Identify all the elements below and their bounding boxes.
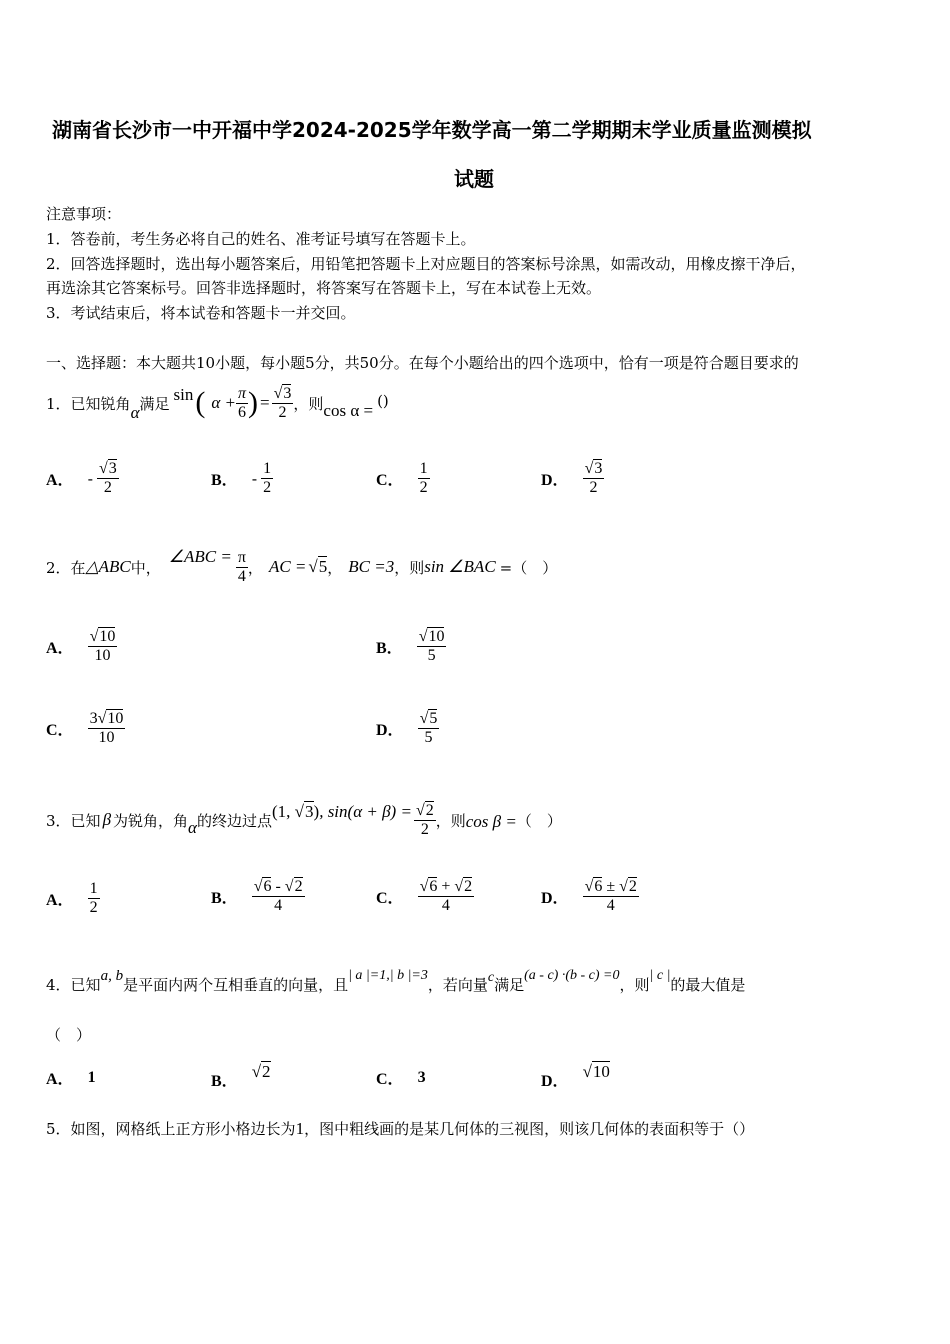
fraction-pi-4: $\frac{\pi}{4}$ xyxy=(237,548,246,585)
option-a: A． 1 xyxy=(46,1068,96,1088)
math-one: 1 xyxy=(295,1118,305,1138)
question-1: 1． 已知锐角 α 满足 sin ( α + $\frac{\pi}{6}$ ) = $\frac{√3}{2}$ ，则 cos α = () xyxy=(46,384,389,422)
answer-paren: （ ） xyxy=(516,811,562,830)
page-title-line2: 试题 xyxy=(454,167,494,191)
question-number: 4． xyxy=(46,975,71,994)
fraction-pi-6: $\frac{\pi}{6}$ xyxy=(238,384,247,421)
question-text: 为锐角，角 xyxy=(113,811,189,830)
option-c: C． $\frac{1}{2}$ xyxy=(376,460,428,496)
math-bc: BC =3 xyxy=(348,557,395,576)
math-point: (1, √3) xyxy=(272,802,320,821)
option-d: D． $\frac{√3}{2}$ xyxy=(541,460,603,496)
question-text: 已知 xyxy=(70,811,101,830)
notice-item: 1．答卷前，考生务必将自己的姓名、准考证号填写在答题卡上。 xyxy=(46,230,476,248)
option-c: C． $\frac{3√10}{10}$ xyxy=(46,710,124,746)
notice-heading: 注意事项： xyxy=(46,205,122,223)
notice-item: 3．考试结束后，将本试卷和答题卡一并交回。 xyxy=(46,304,356,322)
notice-item: 2．回答选择题时，选出每小题答案后，用铅笔把答题卡上对应题目的答案标号涂黑，如需改动，用橡皮擦干净后， xyxy=(46,255,806,273)
option-d: D． √10 xyxy=(541,1061,610,1090)
option-b: B． - $\frac{1}{2}$ xyxy=(211,460,272,496)
question-text: ，则 xyxy=(293,394,324,413)
math-expr: α + xyxy=(211,393,237,412)
math-ac: AC = xyxy=(268,557,307,576)
question-text: 的最大值是 xyxy=(670,975,746,994)
question-text: ，图中粗线画的是某几何体的三视图，则该几何体的表面积等于（） xyxy=(304,1120,755,1138)
fraction-sqrt3-2: $\frac{√3}{2}$ xyxy=(273,384,292,421)
option-b: B． $\frac{√10}{5}$ xyxy=(376,628,445,664)
math-moduli: | a |=1,| b |=3 xyxy=(348,968,428,983)
math-cos: cos β = xyxy=(465,812,517,831)
option-a: A． $\frac{1}{2}$ xyxy=(46,880,98,916)
question-text: 满足 xyxy=(494,975,525,994)
question-text: ，则 xyxy=(435,811,466,830)
option-d: D． $\frac{√5}{5}$ xyxy=(376,710,438,746)
question-text: 满足 xyxy=(139,394,170,413)
math-c: c xyxy=(487,970,495,985)
question-number: 3． xyxy=(46,811,71,830)
math-alpha: α xyxy=(130,403,140,422)
section-heading: 一、选择题：本大题共10小题，每小题5分，共50分。在每个小题给出的四个选项中，恰有一项是符合题目要求的 xyxy=(46,354,799,372)
question-text: 的终边过点 xyxy=(196,811,272,830)
math-cos: cos α = xyxy=(323,401,374,420)
math-angle: ∠ABC = xyxy=(168,547,232,566)
math-sin: sin xyxy=(173,385,194,404)
question-4 xyxy=(46,962,745,1006)
question-text: 如图，网格纸上正方形小格边长为 xyxy=(70,1120,296,1138)
math-sin: , sin(α + β) = xyxy=(319,802,412,821)
answer-paren: () xyxy=(377,392,389,410)
question-text: 已知 xyxy=(70,975,101,994)
option-a: A． - $\frac{√3}{2}$ xyxy=(46,460,117,496)
option-a: A． $\frac{√10}{10}$ xyxy=(46,628,116,664)
question-text: 是平面内两个互相垂直的向量，且 xyxy=(123,975,349,994)
question-text: ，若向量 xyxy=(427,975,488,994)
math-triangle: △ABC xyxy=(85,557,131,576)
question-number: 1． xyxy=(46,394,71,413)
answer-paren: =（ ） xyxy=(499,558,558,577)
question-number: 5． xyxy=(46,1120,71,1138)
question-text: 在 xyxy=(70,558,86,577)
answer-paren: （ ） xyxy=(46,1026,92,1044)
option-d: D． $\frac{√6 \pm √2}{4}$ xyxy=(541,878,637,914)
math-alpha: α xyxy=(188,818,197,837)
question-number: 2． xyxy=(46,558,71,577)
question-3 xyxy=(46,795,562,845)
option-c: C． 3 xyxy=(376,1068,426,1088)
math-condition: (a - c) ·(b - c) =0 xyxy=(524,968,620,983)
math-eq: = xyxy=(260,393,270,412)
math-vectors: a, b xyxy=(100,967,124,984)
option-b: B． √2 xyxy=(211,1061,271,1090)
math-beta: β xyxy=(102,810,112,829)
option-c: C． $\frac{√6 + √2}{4}$ xyxy=(376,878,473,914)
question-text: ，则 xyxy=(394,558,425,577)
math-mod-c: | c | xyxy=(649,968,671,983)
question-text: 已知锐角 xyxy=(70,394,131,413)
question-text: ，则 xyxy=(619,975,650,994)
notice-item: 再选涂其它答案标号。回答非选择题时，将答案写在答题卡上，写在本试卷上无效。 xyxy=(46,279,602,297)
question-text: 中， xyxy=(130,558,161,577)
question-5 xyxy=(46,1118,754,1139)
math-sin: sin ∠BAC xyxy=(424,557,496,576)
option-b: B． $\frac{√6 - √2}{4}$ xyxy=(211,878,303,914)
fraction-sqrt2-2: $\frac{√2}{2}$ xyxy=(415,801,434,838)
question-2: 2． 在 △ABC 中， ∠ABC = $\frac{\pi}{4}$ ， AC = √5 ， BC =3 ，则 sin ∠BAC =（ ） xyxy=(46,547,558,585)
page-title: 湖南省长沙市一中开福中学2024-2025学年数学高一第二学期期末学业质量监测模拟 xyxy=(52,118,812,142)
